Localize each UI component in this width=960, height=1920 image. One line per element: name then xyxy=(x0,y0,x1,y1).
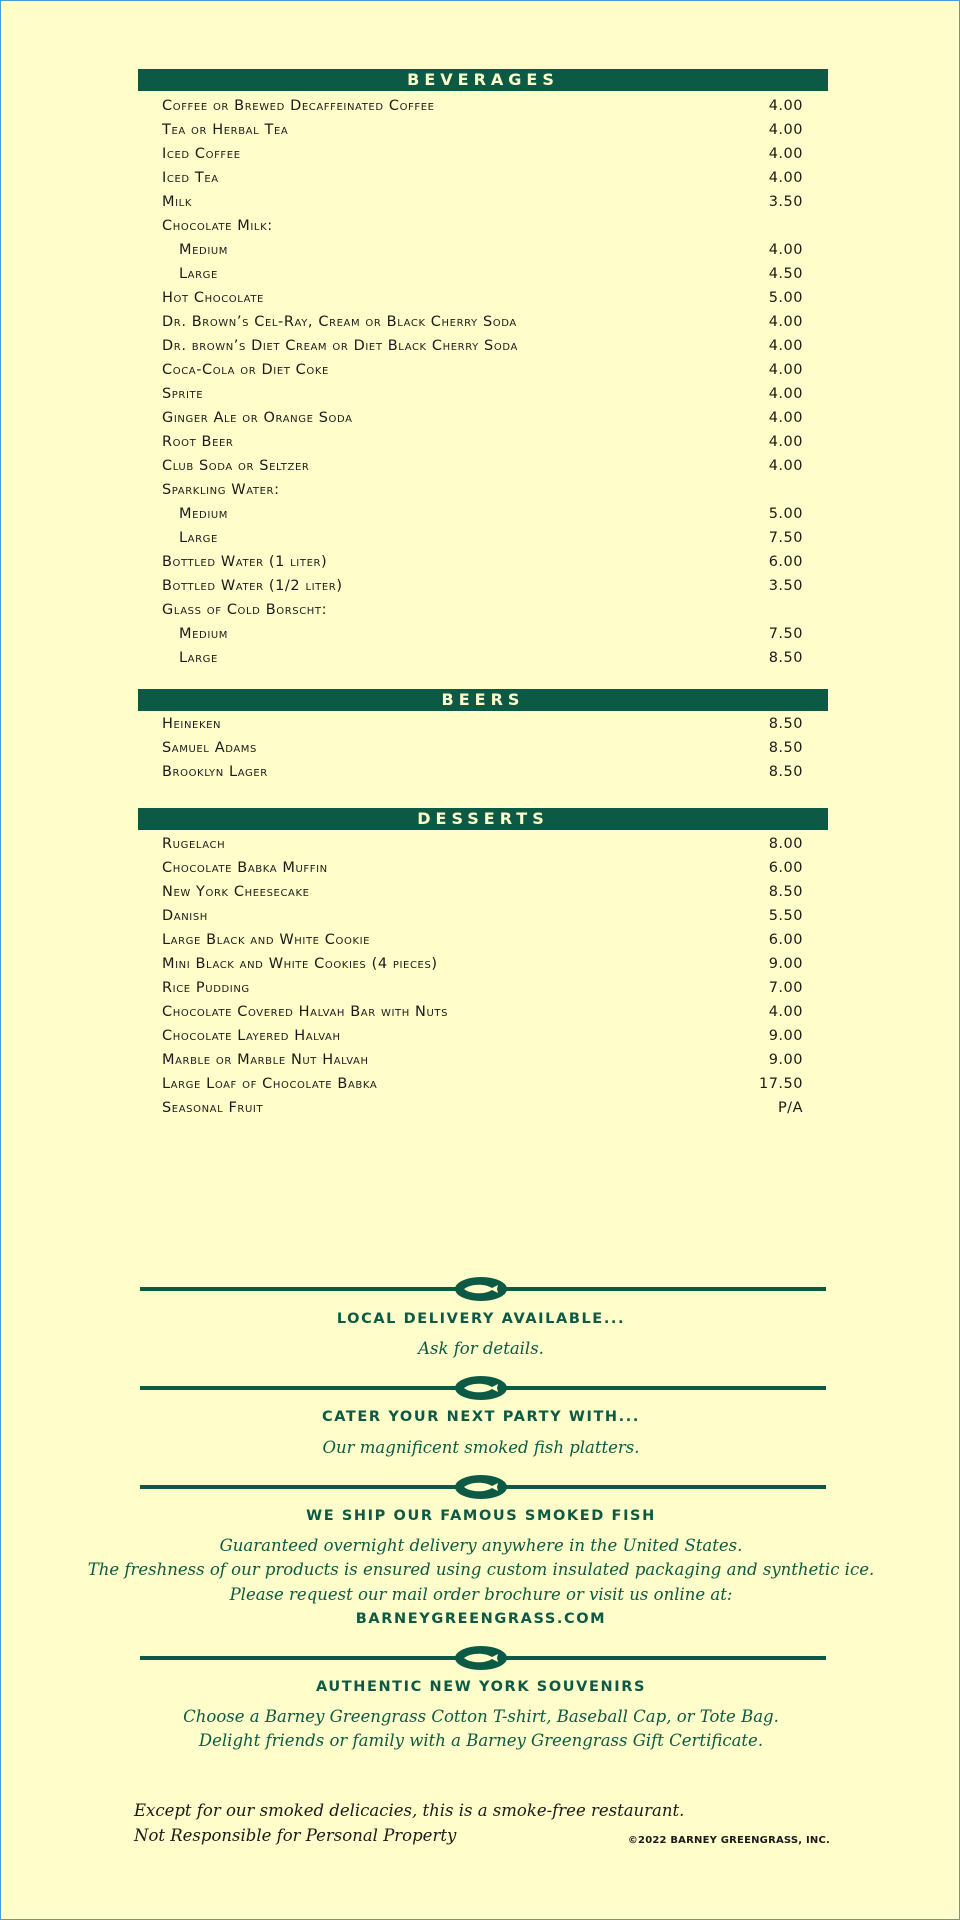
menu-item-name: Seasonal Fruit xyxy=(162,1100,264,1116)
menu-item-price: 9.00 xyxy=(768,956,803,972)
souvenir-line-1: Choose a Barney Greengrass Cotton T-shirt, Baseball Cap, or Tote Bag. xyxy=(183,1707,779,1726)
menu-item-name: Root Beer xyxy=(162,434,234,450)
menu-item-name: Samuel Adams xyxy=(162,740,257,756)
menu-item xyxy=(162,1096,803,1120)
fish-icon xyxy=(455,1646,507,1670)
menu-item xyxy=(162,832,803,856)
menu-item-price: 9.00 xyxy=(768,1028,803,1044)
menu-item-name: Sparkling Water: xyxy=(162,482,280,498)
menu-item-name: Ginger Ale or Orange Soda xyxy=(162,410,353,426)
menu-item-price: 4.00 xyxy=(768,122,803,138)
menu-item xyxy=(162,358,803,382)
menu-item-price: 3.50 xyxy=(768,194,803,210)
menu-item-name: Rice Pudding xyxy=(162,980,250,996)
menu-item-price: 8.50 xyxy=(768,884,803,900)
fish-icon xyxy=(455,1376,507,1400)
menu-item xyxy=(162,526,803,550)
menu-item-name: Brooklyn Lager xyxy=(162,764,268,780)
menu-item-price: 4.00 xyxy=(768,410,803,426)
menu-item-price: 8.50 xyxy=(768,650,803,666)
menu-item-name: Mini Black and White Cookies (4 pieces) xyxy=(162,956,438,972)
menu-item-name: Danish xyxy=(162,908,208,924)
menu-item-name: Glass of Cold Borscht: xyxy=(162,602,328,618)
menu-item-name: Milk xyxy=(162,194,192,210)
menu-item-name: Large xyxy=(179,650,218,666)
menu-item xyxy=(162,214,803,238)
menu-item-name: Iced Tea xyxy=(162,170,219,186)
menu-item xyxy=(162,598,803,622)
beers-header: BEERS xyxy=(138,689,828,711)
menu-item-name: Rugelach xyxy=(162,836,226,852)
menu-item-price: 8.00 xyxy=(768,836,803,852)
menu-item xyxy=(162,550,803,574)
menu-item xyxy=(162,382,803,406)
menu-item xyxy=(162,238,803,262)
menu-item-price: 5.50 xyxy=(768,908,803,924)
menu-item-price: 5.00 xyxy=(768,506,803,522)
menu-item-price: 4.00 xyxy=(768,146,803,162)
website-link[interactable]: BARNEYGREENGRASS.COM xyxy=(355,1611,607,1627)
menu-item-price: 5.00 xyxy=(768,290,803,306)
delivery-text: Ask for details. xyxy=(418,1339,544,1358)
menu-item-price: 7.50 xyxy=(768,530,803,546)
menu-item-price: 4.00 xyxy=(768,362,803,378)
menu-item xyxy=(162,976,803,1000)
menu-item xyxy=(162,1072,803,1096)
menu-item xyxy=(162,1000,803,1024)
menu-item xyxy=(162,334,803,358)
menu-item-name: Hot Chocolate xyxy=(162,290,264,306)
menu-item xyxy=(162,928,803,952)
menu-item-price: 4.00 xyxy=(768,386,803,402)
menu-item-name: Chocolate Babka Muffin xyxy=(162,860,328,876)
menu-item-name: Medium xyxy=(179,242,229,258)
menu-item-price: 9.00 xyxy=(768,1052,803,1068)
ship-heading: WE SHIP OUR FAMOUS SMOKED FISH xyxy=(306,1508,656,1524)
menu-item-price: 8.50 xyxy=(768,740,803,756)
menu-item xyxy=(162,574,803,598)
menu-item-price: 4.00 xyxy=(768,338,803,354)
menu-item-price: 3.50 xyxy=(768,578,803,594)
fish-icon xyxy=(455,1277,507,1301)
ship-line-3: Please request our mail order brochure or visit us online at: xyxy=(229,1585,733,1604)
menu-item xyxy=(162,736,803,760)
menu-item-name: Medium xyxy=(179,626,229,642)
menu-item-name: Medium xyxy=(179,506,229,522)
menu-item-price: 8.50 xyxy=(768,764,803,780)
menu-item xyxy=(162,1024,803,1048)
menu-item-name: Dr. brown’s Diet Cream or Diet Black Cherry Soda xyxy=(162,338,518,354)
menu-item xyxy=(162,142,803,166)
menu-item xyxy=(162,1048,803,1072)
menu-item-name: Iced Coffee xyxy=(162,146,241,162)
menu-item-price: 4.00 xyxy=(768,314,803,330)
menu-item xyxy=(162,118,803,142)
menu-item-name: Chocolate Layered Halvah xyxy=(162,1028,341,1044)
menu-item xyxy=(162,502,803,526)
menu-item-price: 6.00 xyxy=(768,554,803,570)
menu-item-price: 4.00 xyxy=(768,98,803,114)
menu-item-name: Chocolate Milk: xyxy=(162,218,273,234)
menu-item xyxy=(162,94,803,118)
menu-item xyxy=(162,904,803,928)
menu-item-price: 6.00 xyxy=(768,860,803,876)
menu-item xyxy=(162,406,803,430)
menu-item xyxy=(162,856,803,880)
menu-item-price: 7.50 xyxy=(768,626,803,642)
menu-item xyxy=(162,454,803,478)
menu-item-name: Sprite xyxy=(162,386,204,402)
menu-item xyxy=(162,262,803,286)
menu-item xyxy=(162,310,803,334)
desserts-list xyxy=(162,832,803,1120)
beers-list xyxy=(162,712,803,784)
menu-item-name: Large Black and White Cookie xyxy=(162,932,371,948)
menu-item-price: 4.50 xyxy=(768,266,803,282)
menu-item-price: 7.00 xyxy=(768,980,803,996)
menu-item-name: Chocolate Covered Halvah Bar with Nuts xyxy=(162,1004,449,1020)
menu-item xyxy=(162,712,803,736)
menu-item xyxy=(162,646,803,670)
copyright: ©2022 BARNEY GREENGRASS, INC. xyxy=(627,1835,830,1846)
menu-item-price: 6.00 xyxy=(768,932,803,948)
menu-item-name: Large xyxy=(179,266,218,282)
menu-item xyxy=(162,952,803,976)
souvenir-heading: AUTHENTIC NEW YORK SOUVENIRS xyxy=(315,1679,647,1695)
menu-item-price: 4.00 xyxy=(768,170,803,186)
souvenir-line-2: Delight friends or family with a Barney Greengrass Gift Certificate. xyxy=(198,1731,764,1750)
footer-notes xyxy=(134,1798,684,1848)
menu-item xyxy=(162,166,803,190)
menu-item-name: Coca-Cola or Diet Coke xyxy=(162,362,329,378)
cater-text: Our magnificent smoked fish platters. xyxy=(322,1438,640,1457)
ship-line-1: Guaranteed overnight delivery anywhere in the United States. xyxy=(219,1536,743,1555)
menu-item xyxy=(162,880,803,904)
menu-item xyxy=(162,286,803,310)
beverages-list xyxy=(162,94,803,670)
menu-item xyxy=(162,190,803,214)
menu-item-name: New York Cheesecake xyxy=(162,884,310,900)
smoke-free-note: Except for our smoked delicacies, this is a smoke-free restaurant. xyxy=(134,1801,685,1820)
menu-item-name: Marble or Marble Nut Halvah xyxy=(162,1052,369,1068)
fish-icon xyxy=(455,1475,507,1499)
menu-item-name: Large Loaf of Chocolate Babka xyxy=(162,1076,378,1092)
menu-item-name: Bottled Water (1 liter) xyxy=(162,554,328,570)
menu-item xyxy=(162,622,803,646)
menu-item-name: Large xyxy=(179,530,218,546)
menu-item-name: Coffee or Brewed Decaffeinated Coffee xyxy=(162,98,435,114)
menu-item-price: 8.50 xyxy=(768,716,803,732)
menu-item-price: 4.00 xyxy=(768,434,803,450)
responsibility-note: Not Responsible for Personal Property xyxy=(134,1826,457,1845)
ship-line-2: The freshness of our products is ensured using custom insulated packaging and synthetic ice. xyxy=(87,1560,875,1579)
menu-item-price: 4.00 xyxy=(768,242,803,258)
menu-item-price: 4.00 xyxy=(768,1004,803,1020)
menu-item xyxy=(162,478,803,502)
menu-item-name: Heineken xyxy=(162,716,222,732)
menu-item-price: P/A xyxy=(777,1100,803,1116)
menu-item xyxy=(162,430,803,454)
cater-heading: CATER YOUR NEXT PARTY WITH... xyxy=(321,1409,640,1425)
menu-item xyxy=(162,760,803,784)
beverages-header: BEVERAGES xyxy=(138,69,828,91)
delivery-heading: LOCAL DELIVERY AVAILABLE... xyxy=(336,1311,626,1327)
menu-item-name: Tea or Herbal Tea xyxy=(162,122,289,138)
menu-item-name: Bottled Water (1/2 liter) xyxy=(162,578,343,594)
menu-item-name: Dr. Brown’s Cel-Ray, Cream or Black Cherry Soda xyxy=(162,314,517,330)
menu-item-price: 4.00 xyxy=(768,458,803,474)
desserts-header: DESSERTS xyxy=(138,808,828,830)
menu-item-name: Club Soda or Seltzer xyxy=(162,458,310,474)
menu-item-price: 17.50 xyxy=(758,1076,803,1092)
